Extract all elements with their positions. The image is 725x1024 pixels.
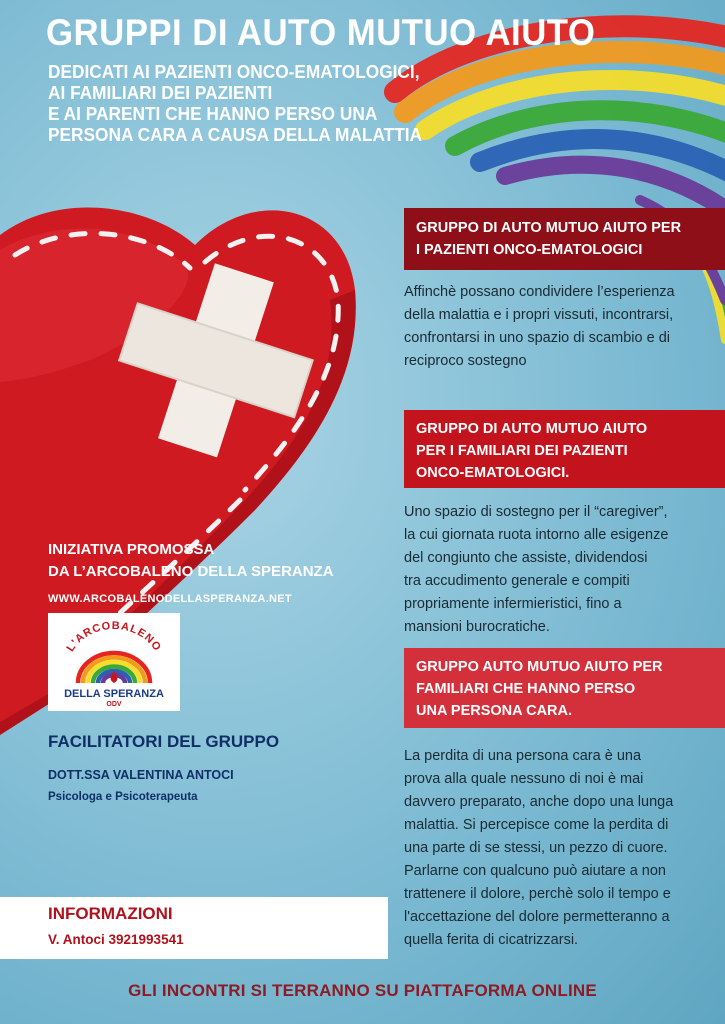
heading-line: ONCO-EMATOLOGICI.: [416, 465, 570, 481]
text-line: mansioni burocratiche.: [404, 619, 550, 635]
subtitle-line: PERSONA CARA A CAUSA DELLA MALATTIA: [48, 125, 423, 145]
text-line: l'accettazione del dolore permetteranno a: [404, 909, 670, 925]
arcobaleno-logo: [48, 613, 180, 711]
group-bereaved-heading: [404, 648, 725, 728]
heading-line: UNA PERSONA CARA.: [416, 703, 573, 719]
svg-text:L'ARCOBALENO: [65, 620, 164, 654]
subtitle-line: AI FAMILIARI DEI PAZIENTI: [48, 83, 273, 103]
poster-subtitle: [48, 62, 470, 146]
text-line: della malattia e i propri vissuti, incontrarsi,: [404, 307, 674, 323]
promoter-text: [48, 539, 334, 583]
group-patients-description: [404, 281, 722, 373]
logo-top-text: L'ARCOBALENO: [64, 619, 164, 654]
poster-title: GRUPPI DI AUTO MUTUO AIUTO: [46, 12, 596, 53]
text-line: una parte di se stessi, un pezzo di cuore.: [404, 840, 668, 856]
text-line: confrontarsi in uno spazio di scambio e di: [404, 330, 670, 346]
group-families-description: [404, 501, 722, 639]
text-line: propriamente infermieristici, fino a: [404, 596, 622, 612]
text-line: davvero preparato, anche dopo una lunga: [404, 794, 674, 810]
heading-line: I PAZIENTI ONCO-EMATOLOGICI: [416, 242, 643, 258]
text-line: reciproco sostegno: [404, 353, 527, 369]
info-title: INFORMAZIONI: [48, 904, 173, 923]
text-line: Parlarne con qualcuno può aiutare a non: [404, 863, 666, 879]
group-bereaved-description: [404, 745, 722, 952]
facilitator-role: Psicologa e Psicoterapeuta: [48, 791, 198, 803]
heading-line: FAMILIARI CHE HANNO PERSO: [416, 681, 636, 697]
subtitle-line: E AI PARENTI CHE HANNO PERSO UNA: [48, 104, 378, 124]
text-line: La perdita di una persona cara è una: [404, 748, 642, 764]
text-line: quella ferita di cicatrizzarsi.: [404, 932, 579, 948]
text-line: Uno spazio di sostegno per il “caregiver”,: [404, 504, 668, 520]
text-line: trattenere il dolore, perchè solo il tempo e: [404, 886, 671, 902]
heading-line: GRUPPO DI AUTO MUTUO AIUTO PER: [416, 220, 682, 236]
footer-banner: GLI INCONTRI SI TERRANNO SU PIATTAFORMA ONLINE: [128, 981, 597, 1000]
logo-graphic: [48, 613, 180, 711]
group-families-heading: [404, 410, 725, 488]
logo-sub-text: ODV: [106, 701, 122, 708]
promo-line: INIZIATIVA PROMOSSA: [48, 541, 215, 558]
info-contact[interactable]: V. Antoci 3921993541: [48, 932, 184, 947]
text-line: del congiunto che assiste, dividendosi: [404, 550, 648, 566]
text-line: tra accudimento generale e compiti: [404, 573, 630, 589]
heading-line: GRUPPO AUTO MUTUO AIUTO PER: [416, 659, 663, 675]
facilitators-title: FACILITATORI DEL GRUPPO: [48, 732, 280, 751]
text-line: la cui giornata ruota intorno alle esigenze: [404, 527, 669, 543]
heading-line: GRUPPO DI AUTO MUTUO AIUTO: [416, 421, 648, 437]
text-line: malattia. Si percepisce come la perdita di: [404, 817, 669, 833]
logo-bottom-text: DELLA SPERANZA: [64, 688, 164, 700]
text-line: prova alla quale nessuno di noi è mai: [404, 771, 644, 787]
website-link[interactable]: WWW.ARCOBALENODELLASPERANZA.NET: [48, 593, 292, 605]
promo-line: DA L’ARCOBALENO DELLA SPERANZA: [48, 563, 334, 580]
facilitator-name: DOTT.SSA VALENTINA ANTOCI: [48, 768, 234, 782]
text-line: Affinchè possano condividere l’esperienza: [404, 284, 675, 300]
heading-line: PER I FAMILIARI DEI PAZIENTI: [416, 443, 628, 459]
group-patients-heading: [404, 208, 725, 270]
subtitle-line: DEDICATI AI PAZIENTI ONCO-EMATOLOGICI,: [48, 62, 420, 82]
